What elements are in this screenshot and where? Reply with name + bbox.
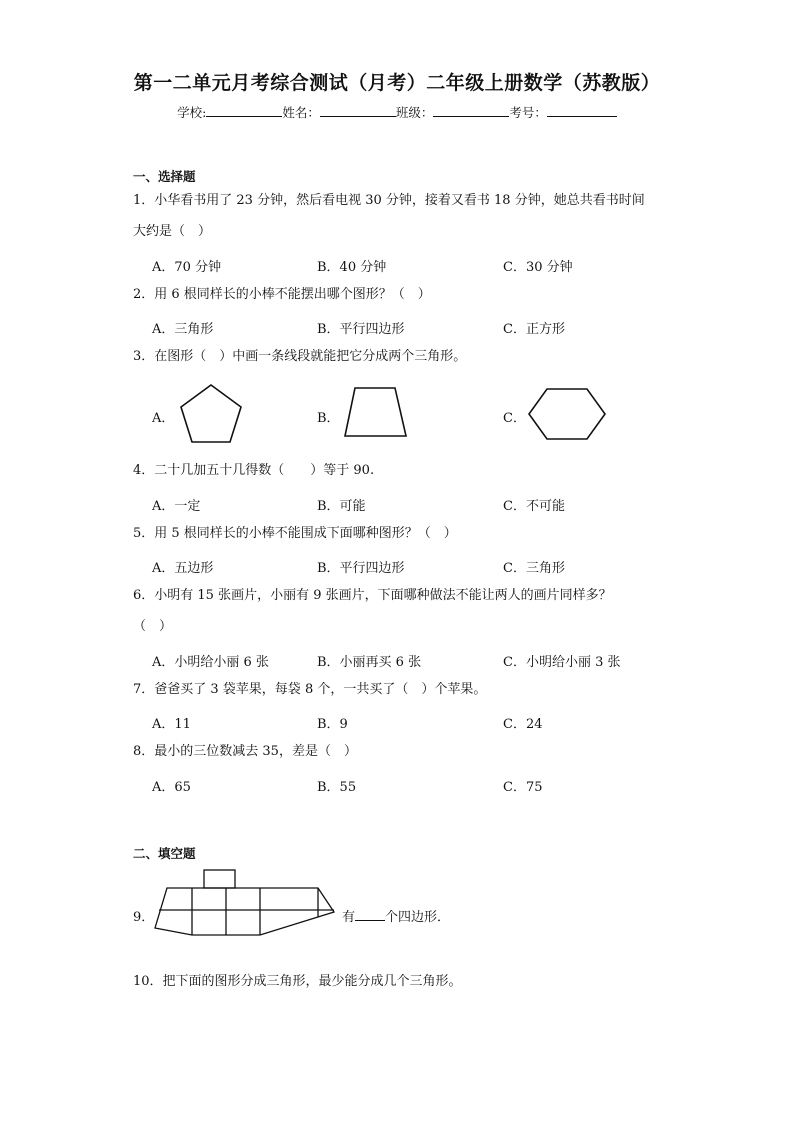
question-7-text: 7．爸爸买了 3 袋苹果，每袋 8 个，一共买了（ ）个苹果。 bbox=[133, 682, 487, 697]
question-2-text: 2．用 6 根同样长的小棒不能摆出哪个图形？（ ） bbox=[133, 287, 431, 302]
question-8-text: 8．最小的三位数减去 35，差是（ ） bbox=[133, 744, 357, 759]
question-2-option-b: B．平行四边形 bbox=[317, 322, 405, 337]
class-label: 班级： bbox=[395, 105, 434, 120]
question-3-option-c: C． bbox=[503, 411, 526, 426]
question-10 bbox=[133, 966, 673, 997]
question-6-option-b: B．小丽再买 6 张 bbox=[317, 655, 422, 670]
question-7 bbox=[133, 674, 673, 705]
question-8-option-b: B．55 bbox=[317, 780, 357, 795]
hexagon-shape bbox=[527, 387, 607, 441]
question-5-text: 5．用 5 根同样长的小棒不能围成下面哪种图形？（ ） bbox=[133, 526, 457, 541]
exam-no-label: 考号： bbox=[509, 105, 547, 120]
question-8-option-c: C．75 bbox=[503, 780, 543, 795]
question-10-text: 10．把下面的图形分成三角形，最少能分成几个三角形。 bbox=[133, 974, 462, 989]
question-6-text-line2: （ ） bbox=[133, 619, 173, 634]
question-3-text: 3．在图形（ ）中画一条线段就能把它分成两个三角形。 bbox=[133, 349, 467, 364]
question-9-text-after: 个四边形． bbox=[385, 910, 451, 925]
question-5-option-a: A．五边形 bbox=[152, 561, 214, 576]
question-1 bbox=[133, 185, 673, 247]
question-5-option-c: C．三角形 bbox=[503, 561, 565, 576]
question-8-option-a: A．65 bbox=[152, 780, 191, 795]
question-2-option-a: A．三角形 bbox=[152, 322, 214, 337]
school-label: 学校: bbox=[177, 105, 207, 120]
exam-no-blank[interactable] bbox=[547, 103, 617, 117]
question-3-option-a: A． bbox=[152, 411, 175, 426]
question-4 bbox=[133, 455, 673, 486]
question-9-text bbox=[342, 906, 450, 925]
trapezoid-shape bbox=[343, 386, 409, 438]
question-6-option-a: A．小明给小丽 6 张 bbox=[152, 655, 269, 670]
question-2 bbox=[133, 279, 673, 310]
name-blank[interactable] bbox=[320, 103, 396, 117]
question-5 bbox=[133, 518, 673, 549]
question-1-text-line2: 大约是（ ） bbox=[133, 224, 212, 239]
question-4-text: 4．二十几加五十几得数（ ）等于 90. bbox=[133, 463, 375, 478]
question-4-option-c: C．不可能 bbox=[503, 499, 565, 514]
boat-figure bbox=[154, 869, 336, 937]
question-1-option-a: A．70 分钟 bbox=[152, 260, 222, 275]
question-8 bbox=[133, 736, 673, 767]
section-choice-title: 一、选择题 bbox=[133, 169, 196, 184]
page-title: 第一二单元月考综合测试（月考）二年级上册数学（苏教版） bbox=[133, 72, 661, 94]
student-info-line bbox=[0, 103, 794, 121]
question-1-option-c: C．30 分钟 bbox=[503, 260, 573, 275]
question-3-option-b: B． bbox=[317, 411, 340, 426]
question-9-answer-blank[interactable] bbox=[355, 907, 385, 921]
question-2-option-c: C．正方形 bbox=[503, 322, 565, 337]
question-6-text-line1: 6．小明有 15 张画片，小丽有 9 张画片，下面哪种做法不能让两人的画片同样多？ bbox=[133, 588, 612, 603]
pentagon-shape bbox=[178, 383, 244, 445]
school-blank[interactable] bbox=[206, 103, 282, 117]
question-7-option-a: A．11 bbox=[152, 717, 191, 732]
class-blank[interactable] bbox=[433, 103, 509, 117]
section-fill-title: 二、填空题 bbox=[133, 846, 196, 861]
name-label: 姓名： bbox=[282, 105, 320, 120]
question-9-text-before: 有 bbox=[342, 910, 356, 925]
question-6-option-c: C．小明给小丽 3 张 bbox=[503, 655, 621, 670]
question-6 bbox=[133, 580, 673, 642]
question-4-option-a: A．一定 bbox=[152, 499, 201, 514]
question-7-option-b: B．9 bbox=[317, 717, 348, 732]
question-7-option-c: C．24 bbox=[503, 717, 543, 732]
question-1-text-line1: 1．小华看书用了 23 分钟，然后看电视 30 分钟，接着又看书 18 分钟，她总共看书时间 bbox=[133, 193, 645, 208]
question-5-option-b: B．平行四边形 bbox=[317, 561, 405, 576]
question-4-option-b: B．可能 bbox=[317, 499, 366, 514]
question-9-number: 9． bbox=[133, 910, 155, 925]
question-3 bbox=[133, 341, 673, 372]
question-1-option-b: B．40 分钟 bbox=[317, 260, 387, 275]
